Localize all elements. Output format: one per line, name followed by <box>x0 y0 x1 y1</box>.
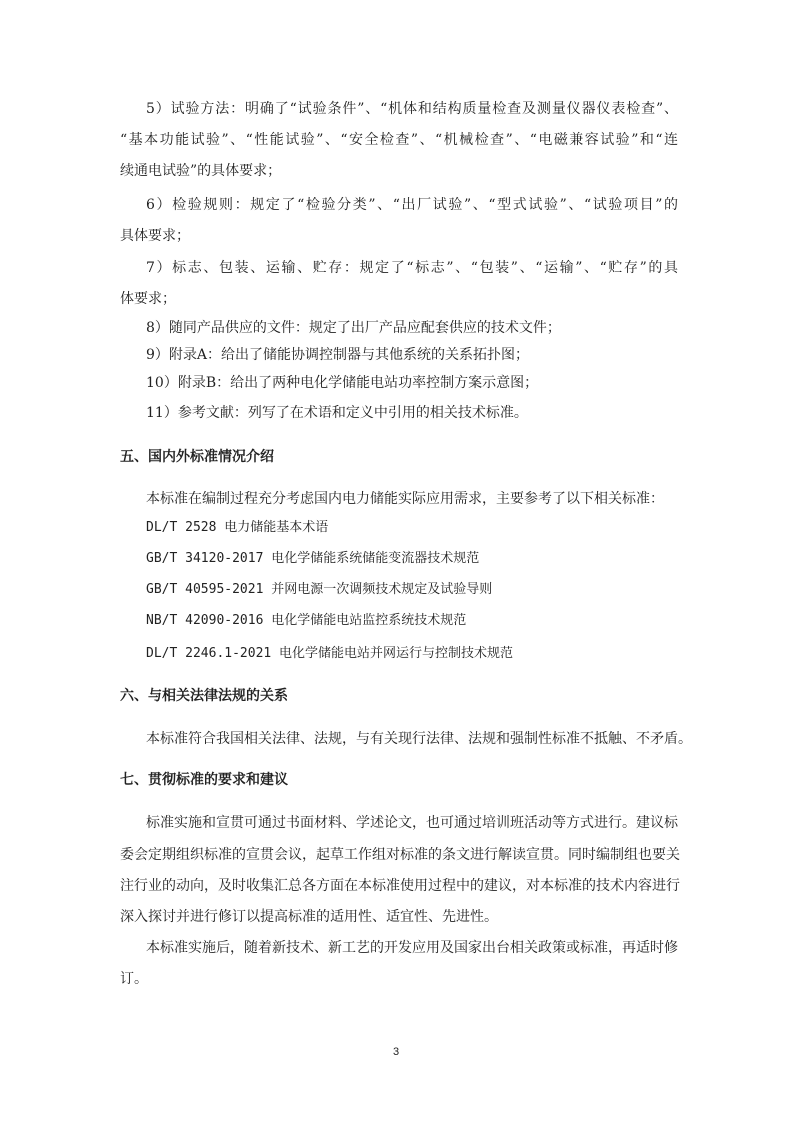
page-number: 3 <box>393 1046 400 1058</box>
item-8: 8）随同产品供应的文件：规定了出厂产品应配套供应的技术文件； <box>146 320 561 336</box>
item-7-line-1: 7）标志、包装、运输、贮存：规定了“标志”、“包装”、“运输”、“贮存”的具 <box>146 260 678 276</box>
item-5-line-2: “基本功能试验”、“性能试验”、“安全检查”、“机械检查”、“电磁兼容试验”和“连 <box>120 132 678 148</box>
standard-item: DL/T 2528 电力储能基本术语 <box>146 520 329 535</box>
section-5-heading: 五、国内外标准情况介绍 <box>120 449 274 465</box>
section-5-intro: 本标准在编制过程充分考虑国内电力储能实际应用需求，主要参考了以下相关标准： <box>146 491 664 507</box>
item-5-line-1: 5）试验方法：明确了“试验条件”、“机体和结构质量检查及测量仪器仪表检查”、 <box>146 101 678 117</box>
section-7-p1-line-3: 注行业的动向，及时收集汇总各方面在本标准使用过程中的建议，对本标准的技术内容进行 <box>120 878 680 894</box>
item-6-line-1: 6）检验规则：规定了“检验分类”、“出厂试验”、“型式试验”、“试验项目”的 <box>146 197 678 213</box>
standard-item: NB/T 42090-2016 电化学储能电站监控系统技术规范 <box>146 613 467 628</box>
section-7-p1-line-1: 标准实施和宣贯可通过书面材料、学述论文，也可通过培训班活动等方式进行。建议标 <box>146 815 678 831</box>
section-7-p2-line-1: 本标准实施后，随着新技术、新工艺的开发应用及国家出台相关政策或标准，再适时修 <box>146 940 678 956</box>
item-6-line-2: 具体要求； <box>120 228 190 244</box>
section-7-p1-line-4: 深入探讨并进行修订以提高标准的适用性、适宜性、先进性。 <box>120 909 498 925</box>
item-10: 10）附录B：给出了两种电化学储能电站功率控制方案示意图； <box>146 375 539 391</box>
item-5-line-3: 续通电试验”的具体要求； <box>120 163 282 179</box>
item-11: 11）参考文献：列写了在术语和定义中引用的相关技术标准。 <box>146 405 528 421</box>
section-6-heading: 六、与相关法律法规的关系 <box>120 688 288 704</box>
section-7-heading: 七、贯彻标准的要求和建议 <box>120 772 288 788</box>
standard-item: GB/T 40595-2021 并网电源一次调频技术规定及试验导则 <box>146 582 493 597</box>
item-9: 9）附录A：给出了储能协调控制器与其他系统的关系拓扑图； <box>146 347 530 363</box>
section-6-body: 本标准符合我国相关法律、法规，与有关现行法律、法规和强制性标准不抵触、不矛盾。 <box>146 731 692 747</box>
section-7-p1-line-2: 委会定期组织标准的宣贯会议，起草工作组对标准的条文进行解读宣贯。同时编制组也要关 <box>120 847 680 863</box>
standard-item: DL/T 2246.1-2021 电化学储能电站并网运行与控制技术规范 <box>146 646 514 661</box>
item-7-line-2: 体要求； <box>120 291 176 307</box>
section-7-p2-line-2: 订。 <box>120 971 148 987</box>
standard-item: GB/T 34120-2017 电化学储能系统储能变流器技术规范 <box>146 551 480 566</box>
